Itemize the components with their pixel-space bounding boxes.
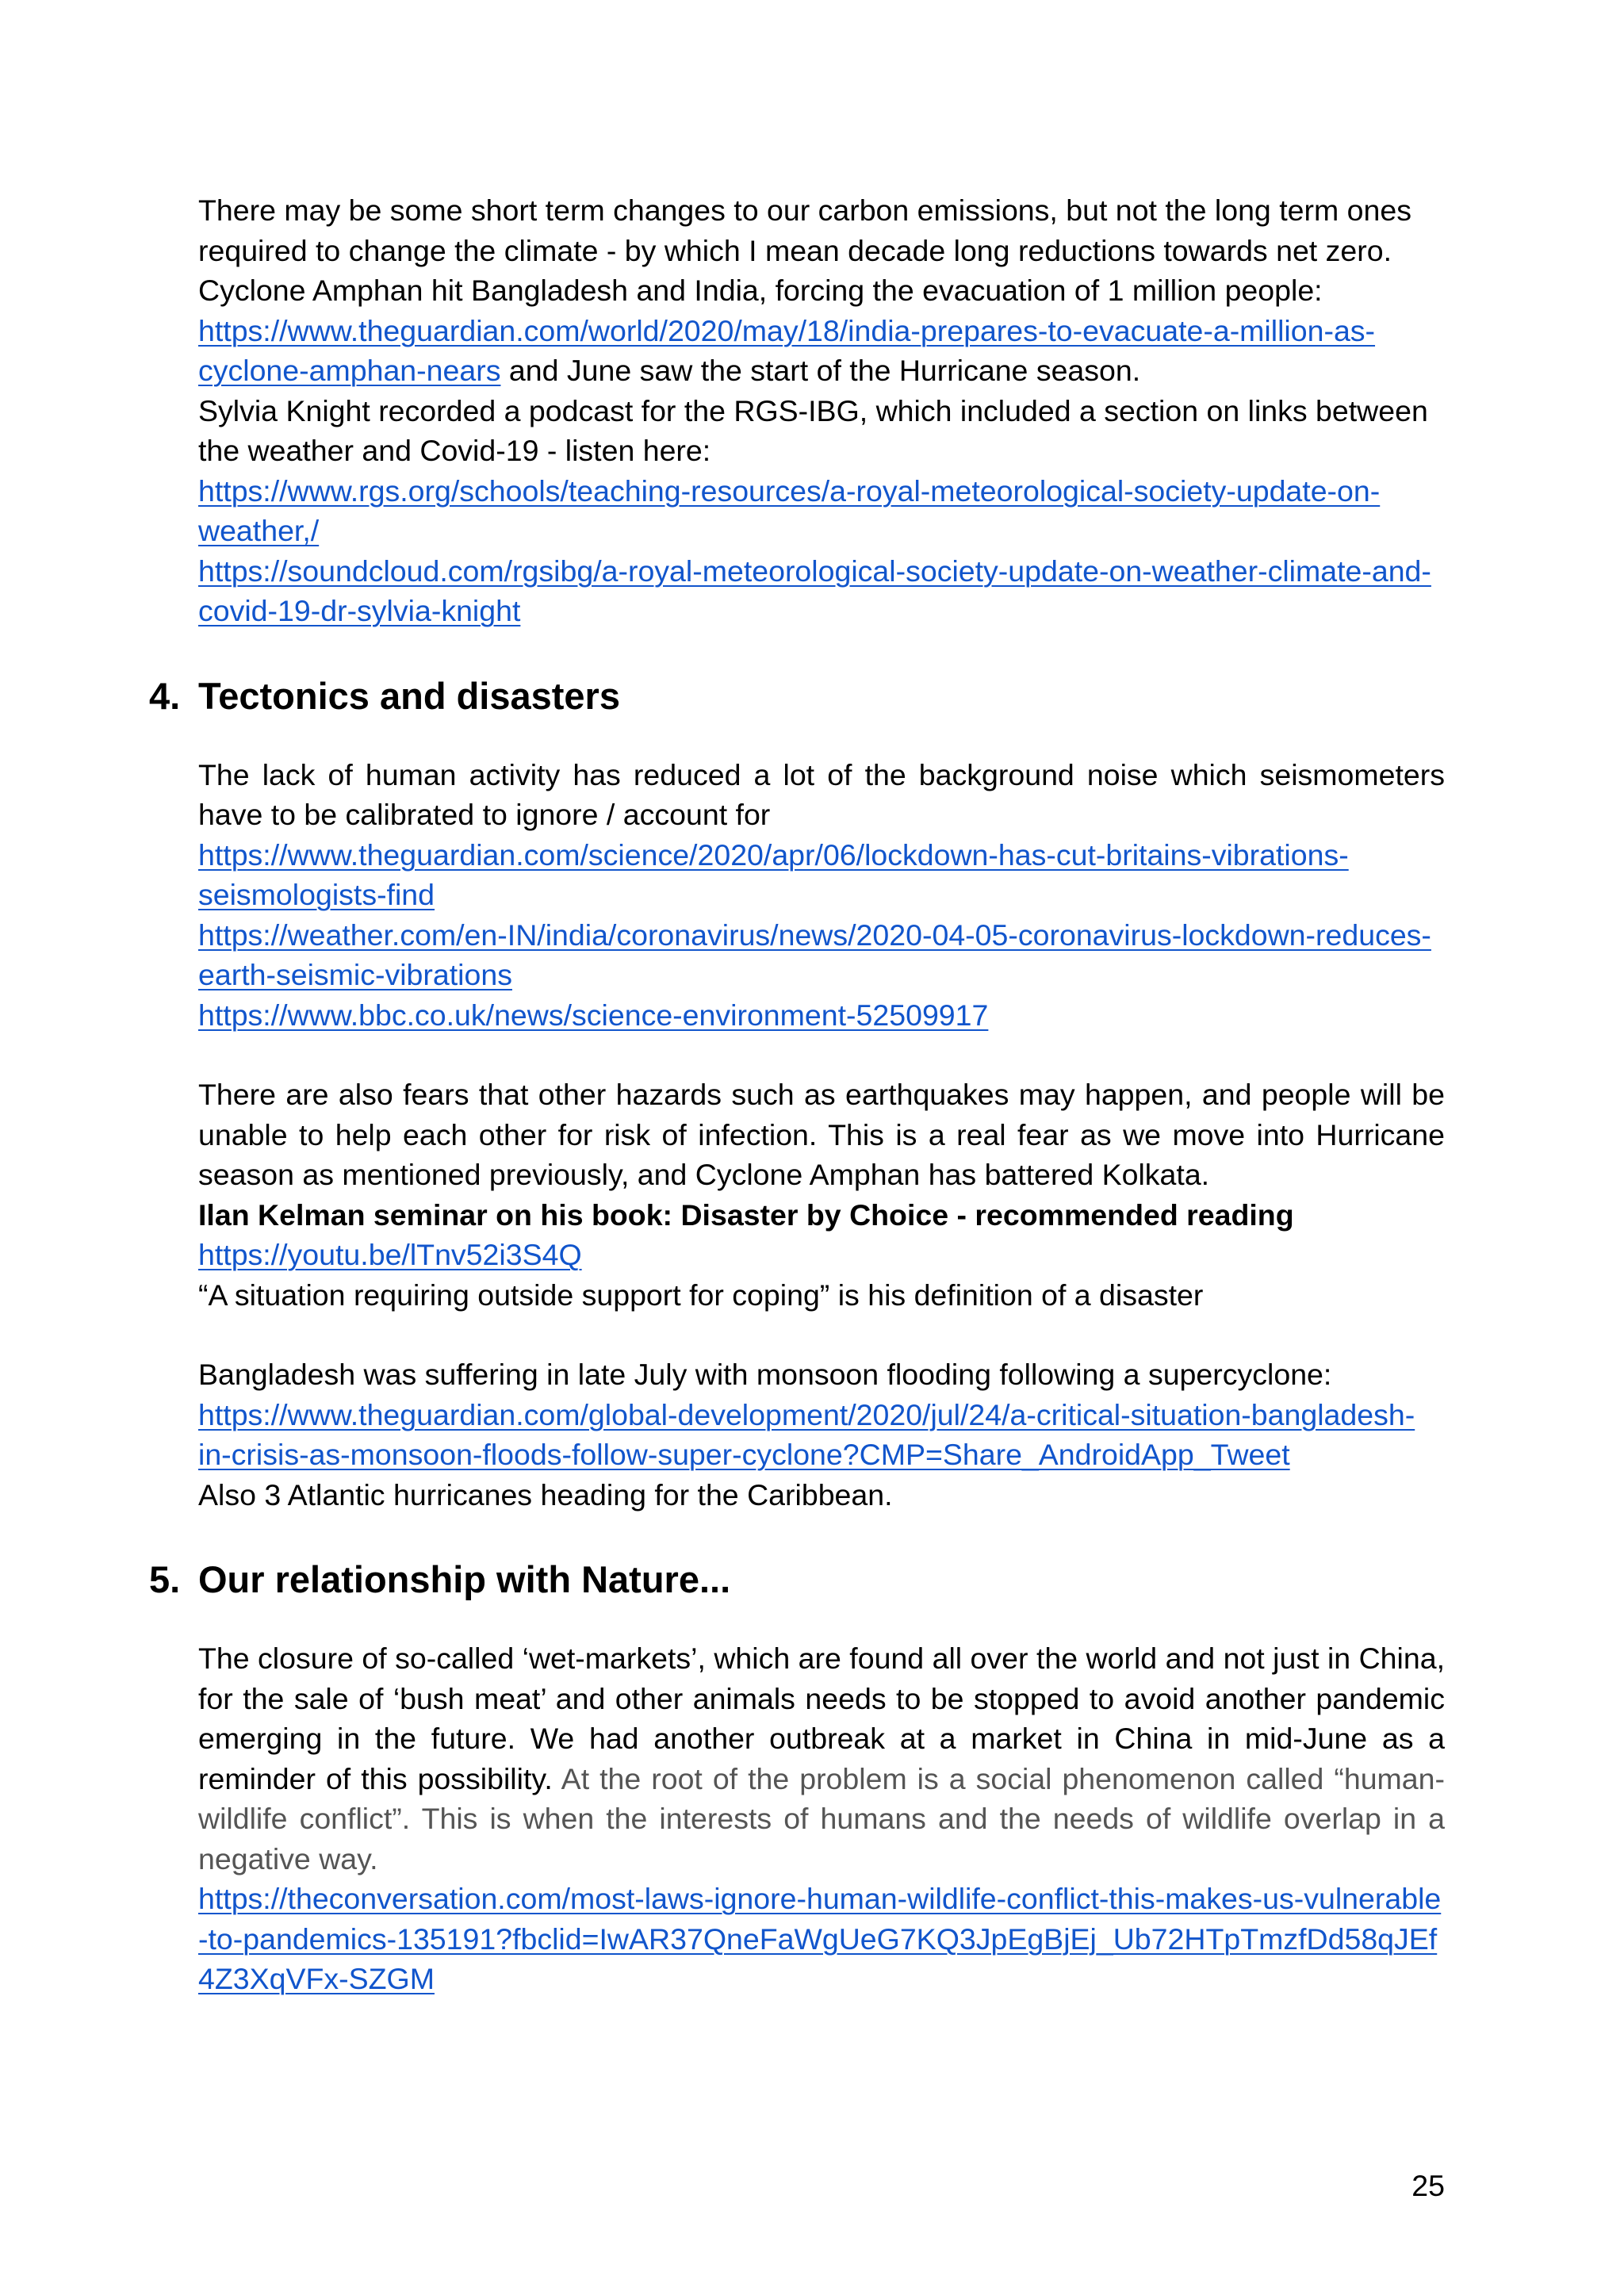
podcast-links <box>198 471 1445 631</box>
page-content <box>149 190 1445 1999</box>
kelman-seminar-heading: Ilan Kelman seminar on his book: Disaster by Choice - recommended reading <box>198 1197 1294 1232</box>
link-youtube[interactable]: https://youtu.be/lTnv52i3S4Q <box>198 1238 582 1271</box>
human-wildlife-conflict-text: At the root of the problem is a social phenomenon called “human-wildlife conflict”. This is when the interests of humans and the needs of wildlife overlap in a negative way. <box>198 1761 1445 1875</box>
link-weather-com[interactable]: https://weather.com/en-IN/india/coronavirus/news/2020-04-05-coronavirus-lockdown-reduces-earth-seismic-vibrations <box>198 918 1431 991</box>
podcast-paragraph: Sylvia Knight recorded a podcast for the RGS-IBG, which included a section on links between the weather and Covid-19 - listen here: <box>198 393 1428 467</box>
section-4-number: 4. <box>149 674 181 717</box>
seismic-noise-paragraph: The lack of human activity has reduced a lot of the background noise which seismometers have to be calibrated to ignore / account for <box>198 757 1445 831</box>
section-5-number: 5. <box>149 1558 181 1600</box>
cyclone-amphan-paragraph <box>198 270 1445 391</box>
youtube-link-line <box>198 1235 1445 1275</box>
section-4-title: Tectonics and disasters <box>198 674 620 717</box>
link-guardian-amphan[interactable]: https://www.theguardian.com/world/2020/may/18/india-prepares-to-evacuate-a-million-as-cyclone-amphan-nears <box>198 313 1376 387</box>
section-5-title: Our relationship with Nature... <box>198 1558 731 1600</box>
section-4-heading <box>149 672 1445 720</box>
link-conversation[interactable]: https://theconversation.com/most-laws-ignore-human-wildlife-conflict-this-makes-us-vulnerable-to-pandemics-135191?fbclid=IwAR37QneFaWgUeG7KQ3JpEgBjEj_Ub72HTpTmzfDd58qJEf4Z3XqVFx-SZGM <box>198 1882 1442 1995</box>
link-bbc[interactable]: https://www.bbc.co.uk/news/science-environment-52509917 <box>198 998 989 1032</box>
link-soundcloud[interactable]: https://soundcloud.com/rgsibg/a-royal-meteorological-society-update-on-weather-climate-and-covid-19-dr-sylvia-knight <box>198 554 1431 627</box>
link-guardian-bangladesh[interactable]: https://www.theguardian.com/global-development/2020/jul/24/a-critical-situation-bangladesh-in-crisis-as-monsoon-floods-follow-super-cyclone?CMP=Share_AndroidApp_Tweet <box>198 1397 1415 1471</box>
hazards-paragraph: There are also fears that other hazards such as earthquakes may happen, and people will be unable to help each other for risk of infection. This is a real fear as we move into Hurricane season as mentioned previously, and Cyclone Amphan has battered Kolkata. <box>198 1078 1445 1191</box>
page-number: 25 <box>1411 2169 1445 2202</box>
wet-markets-text: The closure of so-called ‘wet-markets’, which are found all over the world and not just in China, for the sale of ‘bush meat’ and other animals needs to be stopped to avoid another pandemic emerging in the future. We had another outbreak at a market in China in mid-June as a reminder of this possibility. <box>198 1642 1445 1795</box>
cyclone-amphan-text: Cyclone Amphan hit Bangladesh and India, forcing the evacuation of 1 million people: <box>198 274 1323 307</box>
conversation-link-line <box>198 1879 1445 1999</box>
atlantic-hurricanes-text: Also 3 Atlantic hurricanes heading for the Caribbean. <box>198 1477 893 1511</box>
carbon-emissions-paragraph: There may be some short term changes to our carbon emissions, but not the long term ones required to change the climate - by which I mean decade long reductions towards net zero. <box>198 193 1411 267</box>
bangladesh-flooding-paragraph: Bangladesh was suffering in late July with monsoon flooding following a supercyclone: <box>198 1358 1332 1391</box>
link-rgs[interactable]: https://www.rgs.org/schools/teaching-resources/a-royal-meteorological-society-update-on-weather,/ <box>198 473 1381 547</box>
wet-markets-paragraph <box>198 1638 1445 1879</box>
link-guardian-vibrations[interactable]: https://www.theguardian.com/science/2020/apr/06/lockdown-has-cut-britains-vibrations-seismologists-find <box>198 837 1349 911</box>
hurricane-season-text: and June saw the start of the Hurricane season. <box>500 354 1141 387</box>
seismic-links <box>198 835 1445 1036</box>
disaster-definition: “A situation requiring outside support for coping” is his definition of a disaster <box>198 1278 1204 1312</box>
section-5-heading <box>149 1556 1445 1603</box>
bangladesh-link-line <box>198 1395 1445 1475</box>
